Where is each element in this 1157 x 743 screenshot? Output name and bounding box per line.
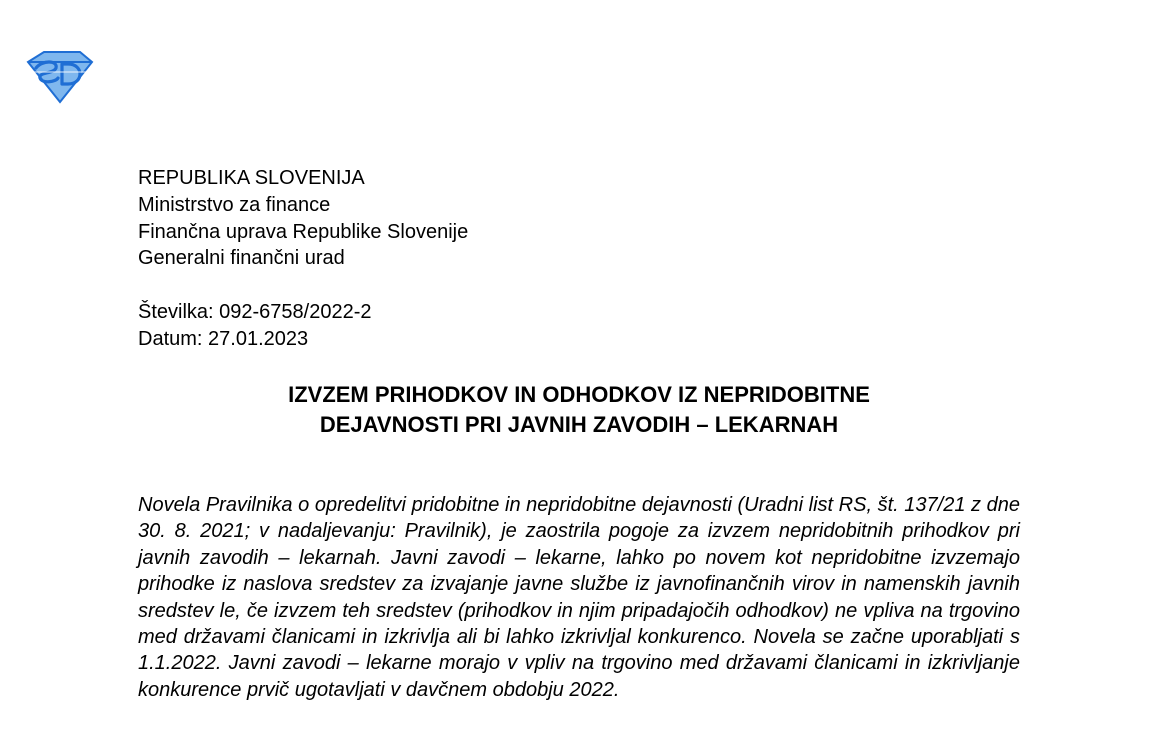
document-title (138, 380, 1020, 440)
sender-address (138, 165, 468, 272)
body-paragraph: Novela Pravilnika o opredelitvi pridobitne in nepridobitne dejavnosti (Uradni list RS, št. 137/21 z dne 30. 8. 2021; v nadaljevanju: Pravilnik), je zaostrila pogoje za izvzem nepridobitnih prihodkov pri javnih zavodih – lekarnah. Javni zavodi – lekarne, lahko po novem kot nepridobitne izvzemajo prihodke iz naslova sredstev za izvajanje javne službe iz javnofinančnih virov in namenskih javnih sredstev le, če izvzem teh sredstev (prihodkov in njim pripadajočih odhodkov) ne vpliva na trgovino med državami članicami in izkrivlja ali bi lahko izkrivljal konkurenco. Novela se začne uporabljati s 1.1.2022. Javni zavodi – lekarne morajo v vpliv na trgovino med državami članicami in izkrivljanje konkurence prvič ugotavljati v davčnem obdobju 2022. (138, 494, 1020, 701)
fu-rs-logo-icon (22, 48, 96, 104)
document-date: Datum: 27.01.2023 (138, 327, 309, 350)
title-line-1: IZVZEM PRIHODKOV IN ODHODKOV IZ NEPRIDOBITNE (288, 382, 870, 407)
document-meta (138, 299, 372, 353)
address-line-administration: Finančna uprava Republike Slovenije (138, 220, 469, 243)
logo (22, 48, 96, 104)
title-line-2: DEJAVNOSTI PRI JAVNIH ZAVODIH – LEKARNAH (319, 412, 839, 437)
address-line-office: Generalni finančni urad (138, 247, 345, 270)
address-line-ministry: Ministrstvo za finance (138, 193, 331, 216)
document-number: Številka: 092-6758/2022-2 (138, 301, 372, 323)
address-line-country: REPUBLIKA SLOVENIJA (138, 167, 365, 189)
